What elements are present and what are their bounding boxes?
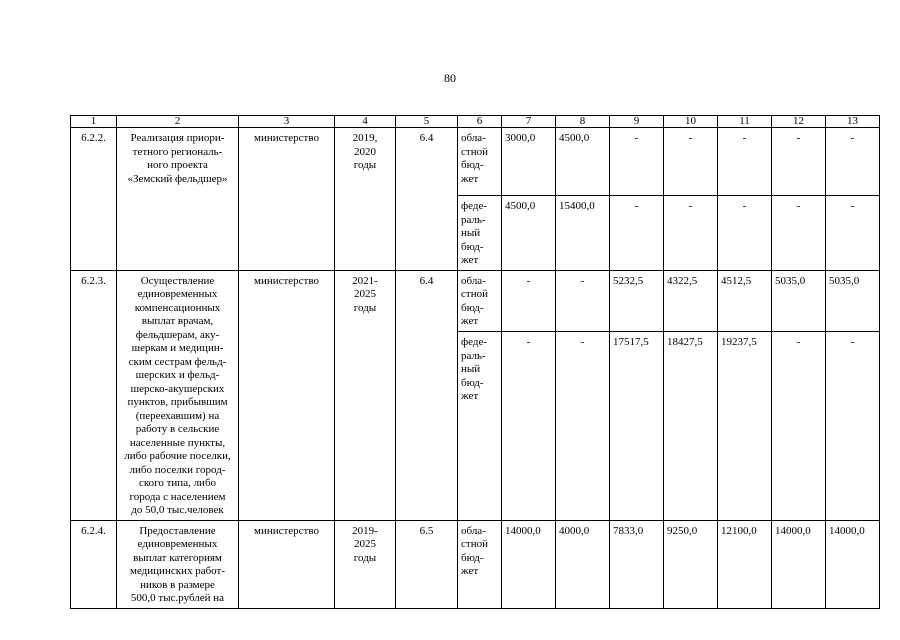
value-cell: - xyxy=(826,128,880,196)
value-cell: 4322,5 xyxy=(664,270,718,332)
page-number: 80 xyxy=(444,71,456,85)
header-cell: 9 xyxy=(610,116,664,128)
value-cell: 9250,0 xyxy=(664,520,718,608)
value-cell: 19237,5 xyxy=(718,332,772,520)
header-cell: 5 xyxy=(396,116,458,128)
item-number: 6.2.3. xyxy=(71,270,117,520)
item-indicator: 6.4 xyxy=(396,270,458,520)
value-cell: 14000,0 xyxy=(826,520,880,608)
header-cell: 12 xyxy=(772,116,826,128)
value-cell: - xyxy=(772,196,826,271)
value-cell: - xyxy=(610,128,664,196)
value-cell: 5232,5 xyxy=(610,270,664,332)
header-cell: 2 xyxy=(117,116,239,128)
funding-source: феде- раль- ный бюд- жет xyxy=(458,196,502,271)
value-cell: 4512,5 xyxy=(718,270,772,332)
item-number: 6.2.2. xyxy=(71,128,117,271)
item-years: 2019- 2025 годы xyxy=(335,520,396,608)
funding-source: обла- стной бюд- жет xyxy=(458,270,502,332)
column-number-row xyxy=(71,116,880,128)
value-cell: - xyxy=(664,196,718,271)
header-cell: 7 xyxy=(502,116,556,128)
item-indicator: 6.5 xyxy=(396,520,458,608)
program-table xyxy=(70,115,880,609)
value-cell: - xyxy=(610,196,664,271)
item-executor: министерство xyxy=(239,520,335,608)
header-cell: 3 xyxy=(239,116,335,128)
header-cell: 10 xyxy=(664,116,718,128)
value-cell: - xyxy=(718,128,772,196)
value-cell: - xyxy=(502,332,556,520)
header-cell: 6 xyxy=(458,116,502,128)
value-cell: 4000,0 xyxy=(556,520,610,608)
item-name: Реализация приори- тетного региональ- ного проекта «Земский фельдшер» xyxy=(117,128,239,271)
header-cell: 4 xyxy=(335,116,396,128)
item-executor: министерство xyxy=(239,270,335,520)
funding-source: феде- раль- ный бюд- жет xyxy=(458,332,502,520)
value-cell: 3000,0 xyxy=(502,128,556,196)
value-cell: - xyxy=(556,270,610,332)
value-cell: - xyxy=(826,332,880,520)
value-cell: 5035,0 xyxy=(826,270,880,332)
item-name: Предоставление единовременных выплат категориям медицинских работ- ников в размере 500,0 тыс.рублей на xyxy=(117,520,239,608)
value-cell: 15400,0 xyxy=(556,196,610,271)
value-cell: 18427,5 xyxy=(664,332,718,520)
item-name: Осуществление единовременных компенсационных выплат врачам, фельдшерам, аку- шеркам и медицин- ским сестрам фельд- шерских и фельд- шерско-акушерских пунктов, прибывшим (переехавшим) на работу в сельские населенные пункты, либо рабочие поселки, либо поселки город- ского типа, либо города с населением до 50,0 тыс.человек xyxy=(117,270,239,520)
funding-source: обла- стной бюд- жет xyxy=(458,128,502,196)
value-cell: 5035,0 xyxy=(772,270,826,332)
item-years: 2021- 2025 годы xyxy=(335,270,396,520)
header-cell: 1 xyxy=(71,116,117,128)
value-cell: - xyxy=(718,196,772,271)
value-cell: 4500,0 xyxy=(556,128,610,196)
value-cell: 12100,0 xyxy=(718,520,772,608)
value-cell: 14000,0 xyxy=(502,520,556,608)
value-cell: 14000,0 xyxy=(772,520,826,608)
item-indicator: 6.4 xyxy=(396,128,458,271)
funding-source: обла- стной бюд- жет xyxy=(458,520,502,608)
header-cell: 8 xyxy=(556,116,610,128)
value-cell: - xyxy=(664,128,718,196)
header-cell: 13 xyxy=(826,116,880,128)
item-executor: министерство xyxy=(239,128,335,271)
item-years: 2019, 2020 годы xyxy=(335,128,396,271)
value-cell: 17517,5 xyxy=(610,332,664,520)
value-cell: - xyxy=(502,270,556,332)
value-cell: - xyxy=(772,128,826,196)
value-cell: 7833,0 xyxy=(610,520,664,608)
header-cell: 11 xyxy=(718,116,772,128)
value-cell: - xyxy=(826,196,880,271)
table-row xyxy=(71,128,880,196)
value-cell: 4500,0 xyxy=(502,196,556,271)
table-row xyxy=(71,520,880,608)
item-number: 6.2.4. xyxy=(71,520,117,608)
value-cell: - xyxy=(556,332,610,520)
table-row xyxy=(71,270,880,332)
value-cell: - xyxy=(772,332,826,520)
